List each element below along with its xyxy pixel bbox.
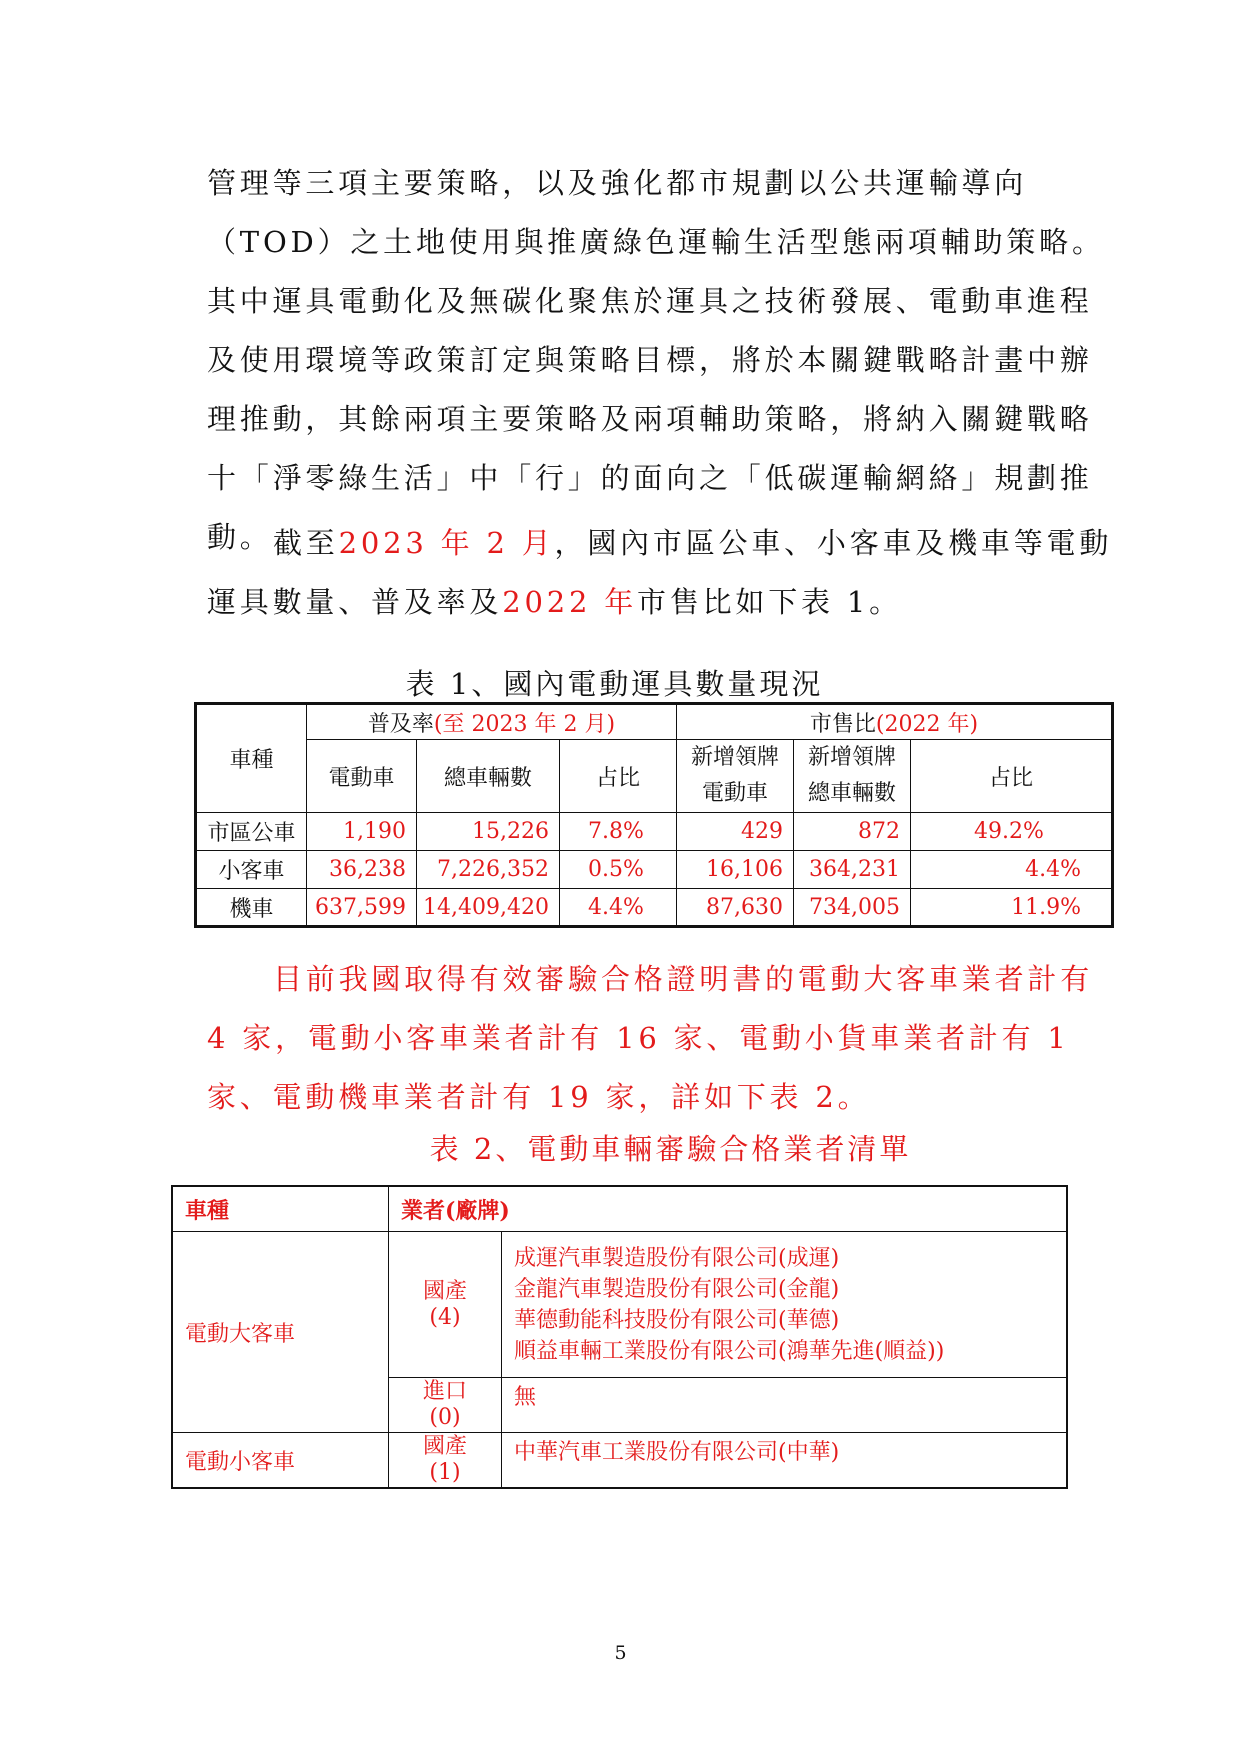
total-count-header: 總車輛數 <box>417 740 560 813</box>
ev-quantity-table <box>194 702 1114 928</box>
stats-date: 2023 年 2 月 <box>338 526 555 560</box>
bus-domestic-origin: 國產 (4) <box>389 1232 502 1378</box>
table2-caption: 表 2、電動車輛審驗合格業者清單 <box>429 1132 912 1166</box>
table-row: 機車 637,599 14,409,420 4.4% 87,630 734,005 11.9% <box>196 889 1113 927</box>
table-row: 市區公車 1,190 15,226 7.8% 429 872 49.2% <box>196 813 1113 851</box>
ev-count-header: 電動車 <box>307 740 417 813</box>
operators-text: 目前我國取得有效審驗合格證明書的電動大客車業者計有 4 家，電動小客車業者計有 16 家、電動小貨車業者計有 1 家、電動機車業者計有 19 家，詳如下表 2。 <box>207 962 1094 1114</box>
bus-category: 電動大客車 <box>172 1232 389 1433</box>
table1-caption: 表 1、國內電動運具數量現況 <box>405 667 824 701</box>
new-total-header: 新增領牌 總車輛數 <box>793 740 910 813</box>
intro-text: 管理等三項主要策略，以及強化都市規劃以公共運輸導向（TOD）之土地使用與推廣綠色運輸生活型態兩項輔助策略。其中運具電動化及無碳化聚焦於運具之技術發展、電動車進程及使用環境等政策訂定與策略目標，將於本關鍵戰略計畫中辦理推動，其餘兩項主要策略及兩項輔助策略，將納入關鍵戰略十「淨零綠生活」中「行」的面向之「低碳運輸網絡」規劃推動。 <box>207 166 1105 554</box>
vehicle-type-header: 車種 <box>196 704 307 813</box>
intro-paragraph <box>207 154 1117 567</box>
operators-paragraph <box>207 950 1117 1127</box>
list-item: 成運汽車製造股份有限公司(成運) <box>514 1245 840 1271</box>
car-category: 電動小客車 <box>172 1433 389 1489</box>
stats-paragraph <box>207 514 1117 632</box>
bus-import-origin: 進口 (0) <box>389 1378 502 1433</box>
col-operators: 業者(廠牌) <box>389 1186 1068 1232</box>
stats-text-c: ，國內市區公車、小客車及機車等電動運具數量、普及率及 <box>207 526 1113 619</box>
list-item: 華德動能科技股份有限公司(華德) <box>514 1307 840 1333</box>
stats-text-a: 截至 <box>273 526 339 560</box>
penetration-group-header: 普及率(至 2023 年 2 月) <box>307 704 677 740</box>
list-item: 金龍汽車製造股份有限公司(金龍) <box>514 1276 840 1302</box>
share-header: 占比 <box>559 740 676 813</box>
stats-year: 2022 年 <box>502 585 638 619</box>
new-ev-header: 新增領牌 電動車 <box>676 740 793 813</box>
page-number: 5 <box>614 1642 627 1664</box>
bus-import-list: 無 <box>502 1378 1068 1433</box>
bus-domestic-list <box>502 1232 1068 1378</box>
car-domestic-list: 中華汽車工業股份有限公司(中華) <box>502 1433 1068 1489</box>
market-share-group-header: 市售比(2022 年) <box>676 704 1112 740</box>
share2-header: 占比 <box>910 740 1112 813</box>
table-row: 小客車 36,238 7,226,352 0.5% 16,106 364,231 4.4% <box>196 851 1113 889</box>
col-vehicle-type: 車種 <box>172 1186 389 1232</box>
list-item: 順益車輛工業股份有限公司(鴻華先進(順益)) <box>514 1338 945 1364</box>
car-domestic-origin: 國產 (1) <box>389 1433 502 1489</box>
operators-table <box>171 1185 1068 1489</box>
stats-text-e: 市售比如下表 1。 <box>637 585 902 619</box>
